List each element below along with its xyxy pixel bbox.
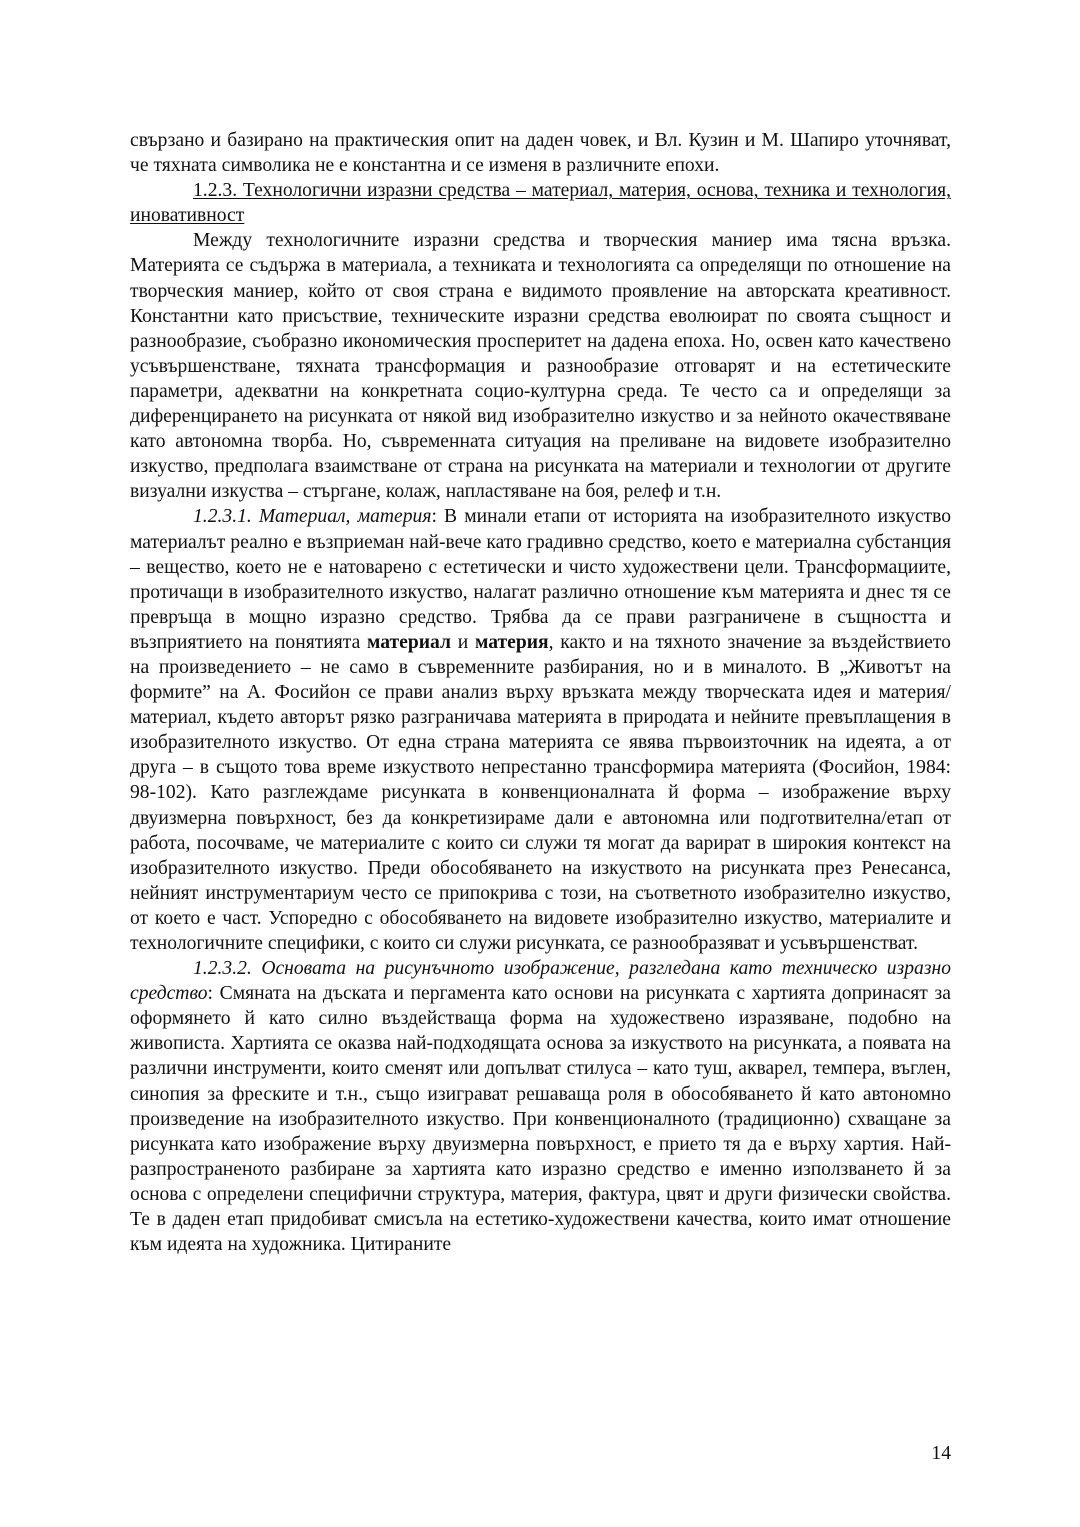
bold-term-matter: материя (475, 631, 549, 653)
paragraph-text: и (451, 631, 475, 653)
paragraph-text: : Смяната на дъската и пергамента като основи на рисунката с хартията допринасят за оформянето й като силно въздействаща форма на художествено изразяване, подобно на живописта. Хартията се оказва най-подходящата основа за изкуството на рисунката, а появата на различни инструменти, които сменят или допълват стилуса – като туш, акварел, темпера, въглен, синопия за фреските и т.н., също изиграват решаваща роля в обособяването й като автономно произведение на изобразителното изкуство. При конвенционалното (традиционно) схващане за рисунката като изображение върху двуизмерна повърхност, е прието тя да е върху хартия. Най-разпространеното разбиране за хартията като изразно средство е именно използването й за основа с определени специфични структура, материя, фактура, цвят и други физически свойства. Те в даден етап придобиват смисъла на естетико-художествени качества, които имат отношение към идеята на художника. Цитираните (130, 983, 951, 1256)
paragraph-drawing-base (130, 956, 951, 1257)
paragraph-technological-means: Между технологичните изразни средства и творческия маниер има тясна връзка. Материята се съдържа в материала, а техниката и технологията са определящи по отношение на творческия маниер, който от своя страна е видимото проявление на авторската креативност. Константни като присъствие, техническите изразни средства еволюират по своята същност и разнообразие, съобразно икономическия просперитет на дадена епоха. Но, освен като качествено усъвършенстване, тяхната трансформация и разнообразие отговарят и на естетическите параметри, адекватни на конкретната социо-културна среда. Те често са и определящи за диференцирането на рисунката от някой вид изобразително изкуство и за нейното окачествяване като автономна творба. Но, съвременната ситуация на преливане на видовете изобразително изкуство, предполага взаимстване от страна на рисунката на материали и технологии от другите визуални изкуства – стъргане, колаж, напластяване на боя, релеф и т.н. (130, 230, 951, 503)
paragraph-text: : В минали етапи от историята на изобразителното изкуство материалът реално е възприеман най-вече като градивно средство, което е материална субстанция – вещество, което не е натоварено с естетически и чисто художествени цели. Трансформациите, протичащи в изобразителното изкуство, налагат различно отношение към материята и днес тя се превръща в мощно изразно средство. Трябва да се прави разграничене в същността и възприятието на понятията (130, 506, 952, 653)
page-number: 14 (931, 1443, 951, 1464)
document-page (130, 128, 951, 1257)
paragraph-text: , както и на тяхното значение за въздействието на произведението – не само в съвременните разбирания, но и в миналото. В „Животът на формите” на А. Фосийон се прави анализ върху връзката между творческата идея и материя/материал, където авторът рязко разграничава материята в природата и нейните превъплащения в изобразителното изкуство. От една страна материята се явява първоизточник на идеята, а от друга – в същото това време изкуството непрестанно трансформира материята (Фосийон, 1984: 98-102). Като разглеждаме рисунката в конвенционалната й форма – изображение върху двуизмерна повърхност, без да конкретизираме дали е автономна или подготвителна/етап от работа, посочваме, че материалите с които си служи тя могат да варират в широкия контекст на изобразителното изкуство. Преди обособяването на изкуството на рисунката през Ренесанса, нейният инструментариум често се припокрива с този, на съответното изобразително изкуство, от което е част. Успоредно с обособяването на видовете изобразително изкуство, материалите и технологичните специфики, с които си служи рисунката, се разнообразяват и усъвършенстват. (130, 631, 951, 954)
paragraph-material-matter (130, 504, 951, 956)
subsection-title-material: 1.2.3.1. Материал, материя (193, 506, 432, 528)
bold-term-material: материал (367, 631, 452, 653)
section-heading: 1.2.3. Технологични изразни средства – материал, материя, основа, техника и технология, иновативност (130, 180, 951, 227)
subsection-title-base: 1.2.3.2. Основата на рисунъчното изображение, разгледана като техническо изразно средство (130, 958, 951, 1005)
paragraph-intro: свързано и базирано на практическия опит на даден човек, и Вл. Кузин и М. Шапиро уточняват, че тяхната символика не е константна и се изменя в различните епохи. (130, 130, 951, 177)
